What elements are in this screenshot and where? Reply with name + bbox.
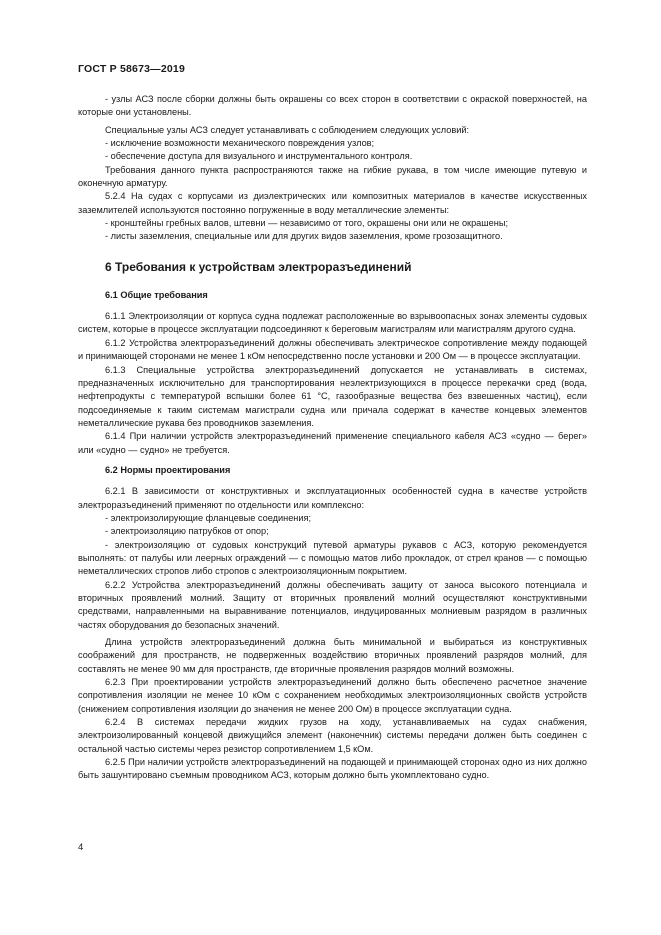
paragraph: Требования данного пункта распространяются также на гибкие рукава, в том числе имеющие путевую и оконечную арматуру.	[78, 164, 587, 189]
paragraph: - листы заземления, специальные или для других видов заземления, кроме грозозащитного.	[105, 231, 503, 242]
paragraph: 6.1.3 Специальные устройства электроразъединений допускается не устанавливать в системах, предназначенных исключительно для транспортирования неэлектризующихся в процессе перекачки сред (вода, нефтепродукты с температурой вспышки более 61 °С, газообразные вещества без взвешенных частиц), если подсоединяемые к таким системам магистрали судна или причала содержат в качестве концевых элементов неметаллические рукава без проводников заземления.	[78, 364, 587, 428]
paragraph: 5.2.4 На судах с корпусами из диэлектрических или композитных материалов в качестве искусственных заземлителей используются постоянно погруженные в воду металлические элементы:	[78, 191, 587, 215]
paragraph: - исключение возможности механического повреждения узлов;	[105, 138, 375, 149]
paragraph: Специальные узлы АСЗ следует устанавливать с соблюдением следующих условий:	[105, 124, 470, 135]
paragraph: - узлы АСЗ после сборки должны быть окрашены со всех сторон в соответствии с окраской поверхностей, на которые они установлены.	[78, 94, 587, 118]
paragraph: 6.2.5 При наличии устройств электроразъединений на подающей и принимающей сторонах одно из них должно быть зашунтировано съемным проводником АСЗ, которым должно быть укомплектовано судно.	[78, 757, 587, 781]
paragraph: 6.2.3 При проектировании устройств электроразъединений должно быть обеспечено расчетное значение сопротивления изоляции не менее 10 кОм с сохранением необходимых электроизоляционных свойств устройств (снижением сопротивления изоляции до значения не менее 200 Ом) в процессе эксплуатации судна.	[78, 677, 587, 714]
paragraph: - электроизоляцию патрубков от опор;	[105, 526, 269, 537]
paragraph: 6.2.2 Устройства электроразъединений должны обеспечивать защиту от заноса высокого потенциала и вторичных проявлений молний. Защиту от вторичных проявлений молний осуществляют конструктивными средствами, направленными на выравнивание потенциалов, индуцированных молниевым разрядом в различных частях оборудования до безопасных значений.	[78, 579, 587, 630]
paragraph: 6.1.2 Устройства электроразъединений должны обеспечивать электрическое сопротивление между подающей и принимающей сторонами не менее 1 кОм непосредственно после установки и 200 Ом — в процессе эксплуатации.	[78, 337, 587, 362]
paragraph: 6.2.4 В системах передачи жидких грузов на ходу, устанавливаемых на судах снабжения, электроизолированный концевой движущийся элемент (наконечник) системы передачи должен быть соединен с остальной частью системы через резистор сопротивлением 1,5 кОм.	[78, 717, 587, 754]
standard-header: ГОСТ Р 58673—2019	[78, 63, 186, 75]
paragraph: - кронштейны гребных валов, штевни — независимо от того, окрашены они или не окрашены;	[105, 218, 509, 229]
subsection-title: 6.1 Общие требования	[105, 289, 208, 300]
paragraph: - электроизолирующие фланцевые соединения;	[105, 512, 312, 523]
paragraph: - обеспечение доступа для визуального и инструментального контроля.	[105, 151, 413, 162]
paragraph: 6.1.4 При наличии устройств электроразъединений применение специального кабеля АСЗ «судно — берег» или «судно — судно» не требуется.	[78, 431, 587, 455]
paragraph: - электроизоляцию от судовых конструкций путевой арматуры рукавов с АСЗ, которую рекомендуется выполнять: от палубы или леерных ограждений — с помощью матов либо прокладок, от стрел кранов — с помощью неметаллических стропов либо стропов с электроизоляционным покрытием.	[78, 539, 587, 577]
document-body	[78, 93, 587, 783]
page-number: 4	[78, 842, 84, 853]
paragraph: 6.2.1 В зависимости от конструктивных и эксплуатационных особенностей судна в качестве устройств электроразъединений применяют по отдельности или комплексно:	[78, 486, 587, 510]
section-title: 6 Требования к устройствам электроразъединений	[105, 259, 412, 274]
paragraph: Длина устройств электроразъединений должна быть минимальной и выбираться из конструктивных соображений для пространств, не подверженных воздействию вторичных проявлений разрядов молний, для составлять не менее 90 мм для пространств, где вторичные проявления разрядов молний возможны.	[78, 637, 587, 674]
paragraph: 6.1.1 Электроизоляции от корпуса судна подлежат расположенные во взрывоопасных зонах элементы судовых систем, которые в процессе эксплуатации подсоединяют к береговым магистралям или магистралям другого судна.	[78, 311, 587, 335]
subsection-title: 6.2 Нормы проектирования	[105, 464, 231, 475]
